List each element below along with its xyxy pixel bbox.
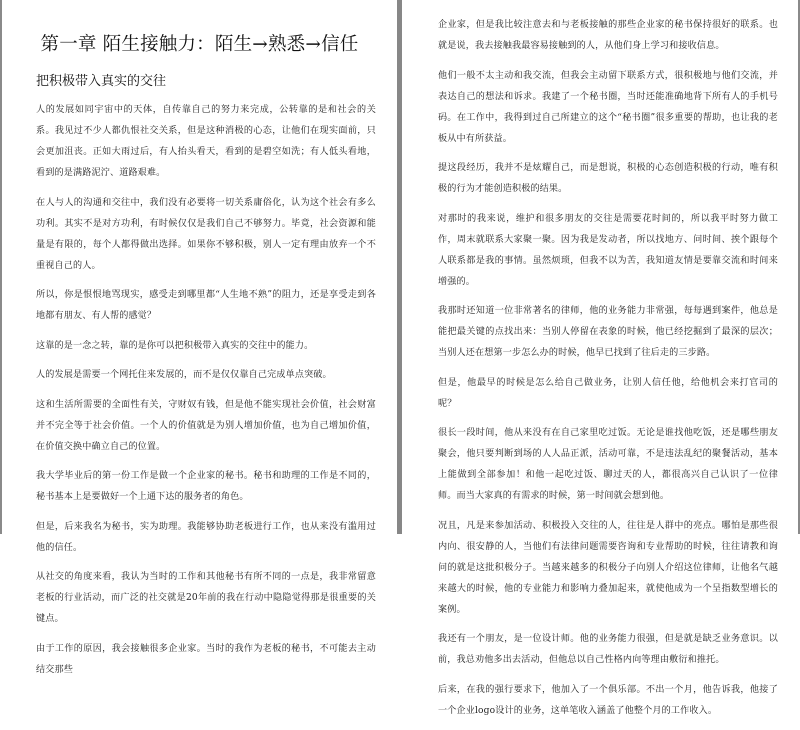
paragraph: 这和生活所需要的全面性有关，守财奴有钱，但是他不能实现社会价值，社会财富并不完全等于社会价值。一个人的价值就是为别人增加价值，也为自己增加价值，在价值交换中确立自己的位置。: [36, 399, 376, 452]
left-page-body: [36, 100, 376, 689]
paragraph: 企业家，但是我比较注意去和与老板接触的那些企业家的秘书保持很好的联系。也就是说，我去接触我最容易接触到的人，从他们身上学习和接收信息。: [438, 20, 778, 51]
paragraph: 后来，在我的强行要求下，他加入了一个俱乐部。不出一个月，他告诉我，他接了一个企业logo设计的业务，这单笔收入涵盖了他整个月的工作收入。: [438, 684, 778, 716]
right-page-body: [438, 15, 778, 730]
paragraph: 我大学毕业后的第一份工作是做一个企业家的秘书。秘书和助理的工作是不同的，秘书基本上是要做好一个上通下达的服务者的角色。: [36, 471, 376, 502]
paragraph: 人的发展是需要一个网托住来发展的，而不是仅仅靠自己完成单点突破。: [36, 370, 332, 380]
paragraph: 由于工作的原因，我会接触很多企业家。当时的我作为老板的秘书，不可能去主动结交那些: [36, 643, 376, 675]
document-page-left: [2, 0, 397, 675]
paragraph: 我还有一个朋友，是一位设计师。他的业务能力很强，但是就是缺乏业务意识。以前，我总劝他多出去活动，但他总以自己性格内向等理由敷衍和推托。: [438, 634, 778, 665]
paragraph: 提这段经历，我并不是炫耀自己，而是想说，积极的心态创造积极的行动，唯有积极的行为才能创造积极的结果。: [438, 163, 778, 194]
paragraph: 我那时还知道一位非常著名的律师，他的业务能力非常强，每每遇到案件，他总是能把最关键的点找出来：当别人停留在表象的时候，他已经挖掘到了最深的层次；当别人还在想第一步怎么办的时候，他早已找到了往后走的三步路。: [438, 306, 778, 358]
paragraph: 所以，你是恨恨地骂现实，感受走到哪里都“人生地不熟”的阻力，还是享受走到各地都有朋友、有人帮的感觉？: [36, 290, 376, 321]
paragraph: 从社交的角度来看，我认为当时的工作和其他秘书有所不同的一点是，我非常留意老板的行业活动，而广泛的社交就是20年前的我在行动中隐隐觉得那是很重要的关键点。: [36, 572, 376, 624]
paragraph: 在人与人的沟通和交往中，我们没有必要将一切关系庸俗化，认为这个社会有多么功利。其实不是对方功利，有时候仅仅是我们自己不够努力。毕竟，社会资源和能量是有限的，每个人都得做出选择。如果你不够积极，别人一定有理由放弃一个不重视自己的人。: [36, 197, 376, 271]
paragraph: 他们一般不太主动和我交流，但我会主动留下联系方式，很积极地与他们交流，并表达自己的想法和诉求。我建了一个秘书圈，当时还能准确地背下所有人的手机号码。在工作中，我得到过自己所建立的这个“秘书圈”很多重要的帮助，也让我的老板从中有所获益。: [438, 70, 778, 144]
section-title: 把积极带入真实的交往: [36, 74, 167, 89]
paragraph: 这靠的是一念之转，靠的是你可以把积极带入真实的交往中的能力。: [36, 340, 314, 351]
chapter-title: 第一章 陌生接触力：陌生→熟悉→信任: [40, 34, 359, 55]
paragraph: 但是，后来我名为秘书，实为助理。我能够协助老板进行工作，也从来没有滥用过他的信任。: [36, 521, 376, 553]
document-page-right: [402, 0, 798, 716]
paragraph: 对那时的我来说，维护和很多朋友的交往是需要花时间的，所以我平时努力做工作，周末就联系大家聚一聚。因为我是发动者，所以找地方、问时间、挨个跟每个人联系都是我的事情。虽然烦琐，但我不以为苦，我知道友情是要靠交流和时间来增强的。: [438, 213, 778, 287]
paragraph: 但是，他最早的时候是怎么给自己做业务，让别人信任他，给他机会来打官司的呢？: [438, 377, 778, 409]
paragraph: 很长一段时间，他从来没有在自己家里吃过饭。无论是谁找他吃饭，还是哪些朋友聚会，他只要判断到场的人人品正派，活动可靠，不是违法乱纪的聚餐活动，基本上能做到全部参加！和他一起吃过饭、聊过天的人，都很高兴自己认识了一位律师。而当大家真的有需求的时候，第一时间就会想到他。: [438, 428, 778, 501]
paragraph: 人的发展如同宇宙中的天体，自传靠自己的努力来完成，公转靠的是和社会的关系。我见过不少人都仇恨社交关系，但是这种消极的心态，让他们在现实面前，只会更加沮丧。正如大雨过后，有人抬头看天，看到的是碧空如洗；有人低头看地，看到的是满路泥泞、道路艰难。: [36, 105, 376, 178]
paragraph: 况且，凡是来参加活动、积极投入交往的人，往往是人群中的亮点。哪怕是那些很内向、很安静的人，当他们有法律问题需要咨询和专业帮助的时候，往往请教和询问的就是这批积极分子。当越来越多的积极分子向别人介绍这位律师，让他名气越来越大的时候，他的专业能力和影响力叠加起来，就使他成为一个呈指数型增长的案例。: [438, 520, 778, 615]
